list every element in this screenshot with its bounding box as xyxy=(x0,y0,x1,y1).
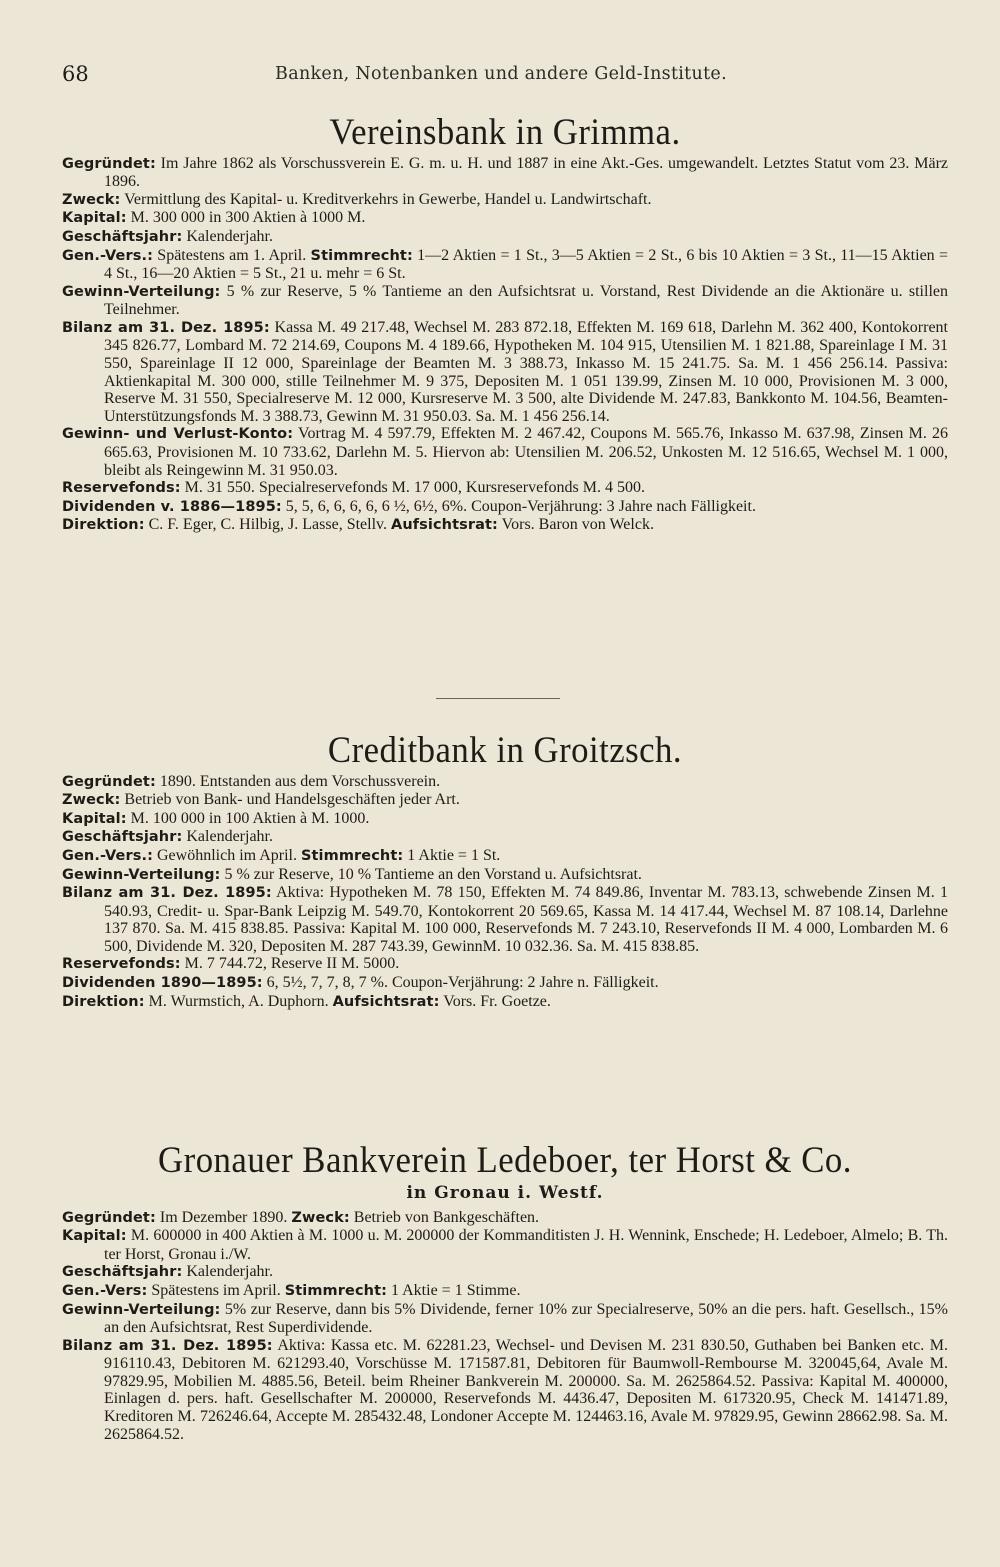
section-title: Gronauer Bankverein Ledeboer, ter Horst & Co. xyxy=(158,1140,852,1181)
section-vereinsbank-grimma xyxy=(62,112,948,535)
section-title: Creditbank in Groitzsch. xyxy=(327,730,683,771)
entry-dividenden: Dividenden v. 1886—1895: 5, 5, 6, 6, 6, 6, 6 ½, 6½, 6%. Coupon-Verjährung: 3 Jahre nach Fälligkeit. xyxy=(62,497,756,515)
entry-kapital: Kapital: M. 100 000 in 100 Aktien à M. 1000. xyxy=(62,809,370,827)
entry-bilanz: Bilanz am 31. Dez. 1895: Aktiva: Hypotheken M. 78 150, Effekten M. 74 849.86, Inventar M. 783.13, schwebende Zinsen M. 1 540.93, Credit- u. Spar-Bank Leipzig M. 549.70, Kontokorrent 20 569.65, Kassa M. 14 417.44, Wechsel M. 87 108.14, Darlehne 137 870. Sa. M. 415 838.85. Passiva: Kapital M. 100 000, Reservefonds M. 7 243.10, Reservefonds II M. 4 000, Lombarden M. 6 500, Dividende M. 320, Depositen M. 287 743.39, GewinnM. 10 032.36. Sa. M. 415 838.85. xyxy=(62,884,949,955)
running-title: Banken, Notenbanken und andere Geld-Institute. xyxy=(275,64,727,84)
entry-kapital: Kapital: M. 600000 in 400 Aktien à M. 1000 u. M. 200000 der Kommanditisten J. H. Wennink, Enschede; H. Ledeboer, Almelo; B. Th. ter Horst, Gronau i./W. xyxy=(62,1227,948,1263)
entry-gewinn-verteilung: Gewinn-Verteilung: 5 % zur Reserve, 10 % Tantieme an den Vorstand u. Aufsichtsrat. xyxy=(62,865,642,883)
section-creditbank-groitzsch xyxy=(62,730,948,1011)
entry-gen-vers: Gen.-Vers.: Gewöhnlich im April. Stimmrecht: 1 Aktie = 1 St. xyxy=(62,846,501,864)
entry-direktion: Direktion: M. Wurmstich, A. Duphorn. Aufsichtsrat: Vors. Fr. Goetze. xyxy=(62,992,551,1010)
entry-zweck: Zweck: Betrieb von Bank- und Handelsgeschäften jeder Art. xyxy=(62,791,460,809)
entry-gen-vers: Gen.-Vers: Spätestens im April. Stimmrecht: 1 Aktie = 1 Stimme. xyxy=(62,1281,521,1299)
entry-zweck: Zweck: Vermittlung des Kapital- u. Kreditverkehrs in Gewerbe, Handel u. Landwirtschaft. xyxy=(62,190,652,208)
entry-direktion: Direktion: C. F. Eger, C. Hilbig, J. Lasse, Stellv. Aufsichtsrat: Vors. Baron von Welck. xyxy=(62,516,654,534)
page-header xyxy=(62,62,940,92)
entry-geschaeftsjahr: Geschäftsjahr: Kalenderjahr. xyxy=(62,227,273,245)
page-number: 68 xyxy=(62,62,89,86)
section-subtitle: in Gronau i. Westf. xyxy=(406,1182,604,1203)
entry-bilanz: Bilanz am 31. Dez. 1895: Kassa M. 49 217.48, Wechsel M. 283 872.18, Effekten M. 169 618, Darlehn M. 362 400, Kontokorrent 345 826.77, Lombard M. 72 214.69, Coupons M. 4 189.66, Hypotheken M. 104 915, Utensilien M. 1 821.88, Spareinlage I M. 31 550, Spareinlage II 12 000, Spareinlage der Beamten M. 3 388.73, Inkasso M. 15 241.75. Sa. M. 1 456 256.14. Passiva: Aktienkapital M. 300 000, stille Teilnehmer M. 9 375, Depositen M. 1 051 139.99, Zinsen M. 10 000, Provisionen M. 3 000, Reserve M. 31 550, Specialreserve M. 12 000, Kursreserve M. 3 500, alte Dividende M. 247.83, Bankkonto M. 104.56, Beamten-Unterstützungsfonds M. 3 388.73, Gewinn M. 31 950.03. Sa. M. 1 456 256.14. xyxy=(62,318,948,425)
section-gronauer-bankverein xyxy=(62,1140,948,1443)
entry-kapital: Kapital: M. 300 000 in 300 Aktien à 1000 M. xyxy=(62,209,366,227)
entry-dividenden: Dividenden 1890—1895: 6, 5½, 7, 7, 8, 7 %. Coupon-Verjährung: 2 Jahre n. Fälligkeit. xyxy=(62,974,659,992)
entry-reservefonds: Reservefonds: M. 31 550. Specialreservefonds M. 17 000, Kursreservefonds M. 4 500. xyxy=(62,479,645,497)
entry-gewinn-verteilung: Gewinn-Verteilung: 5 % zur Reserve, 5 % Tantieme an den Aufsichtsrat u. Vorstand, Rest Dividende an die Aktionäre u. stillen Teilnehmer. xyxy=(62,282,948,319)
section-divider xyxy=(436,698,560,699)
entry-gewinn-verteilung: Gewinn-Verteilung: 5% zur Reserve, dann bis 5% Dividende, ferner 10% zur Specialreserve, 50% an die pers. haft. Gesellsch., 15% an den Aufsichtsrat, Rest Superdividende. xyxy=(62,1300,948,1337)
entry-geschaeftsjahr: Geschäftsjahr: Kalenderjahr. xyxy=(62,828,273,846)
entry-gewinn-verlust: Gewinn- und Verlust-Konto: Vortrag M. 4 597.79, Effekten M. 2 467.42, Coupons M. 565.76, Inkasso M. 637.98, Zinsen M. 26 665.63, Provisionen M. 10 733.62, Darlehn M. 5. Hiervon ab: Utensilien M. 206.52, Unkosten M. 12 516.65, Wechsel M. 1 000, bleibt als Reingewinn M. 31 950.03. xyxy=(62,425,949,479)
entry-gen-vers: Gen.-Vers.: Spätestens am 1. April. Stimmrecht: 1—2 Aktien = 1 St., 3—5 Aktien = 2 St., 6 bis 10 Aktien = 3 St., 11—15 Aktien = 4 St., 16—20 Aktien = 5 St., 21 u. mehr = 6 St. xyxy=(62,246,949,283)
entry-gegruendet: Gegründet: Im Jahre 1862 als Vorschussverein E. G. m. u. H. und 1887 in eine Akt.-Ges. umgewandelt. Letztes Statut vom 23. März 1896. xyxy=(62,154,948,191)
entry-gegruendet: Gegründet: 1890. Entstanden aus dem Vorschussverein. xyxy=(62,772,441,790)
entry-reservefonds: Reservefonds: M. 7 744.72, Reserve II M. 5000. xyxy=(62,955,400,973)
entry-gegruendet: Gegründet: Im Dezember 1890. Zweck: Betrieb von Bankgeschäften. xyxy=(62,1208,540,1226)
section-title: Vereinsbank in Grimma. xyxy=(329,112,681,153)
entry-bilanz: Bilanz am 31. Dez. 1895: Aktiva: Kassa etc. M. 62281.23, Wechsel- und Devisen M. 231 830.50, Guthaben bei Banken etc. M. 916110.43, Debitoren M. 621293.40, Vorschüsse M. 171587.81, Debitoren für Baumwoll-Rembourse M. 320045,64, Avale M. 97829.95, Mobilien M. 4885.56, Beteil. beim Rheiner Bankverein M. 200000. Sa. M. 2625864.52. Passiva: Kapital M. 400000, Einlagen d. pers. haft. Gesellschafter M. 200000, Reservefonds M. 4436.47, Depositen M. 617320.95, Check M. 141471.89, Kreditoren M. 726246.64, Accepte M. 285432.48, Londoner Accepte M. 124463.16, Avale M. 97829.95, Gewinn 28662.98. Sa. M. 2625864.52. xyxy=(62,1336,949,1443)
entry-geschaeftsjahr: Geschäftsjahr: Kalenderjahr. xyxy=(62,1263,273,1281)
